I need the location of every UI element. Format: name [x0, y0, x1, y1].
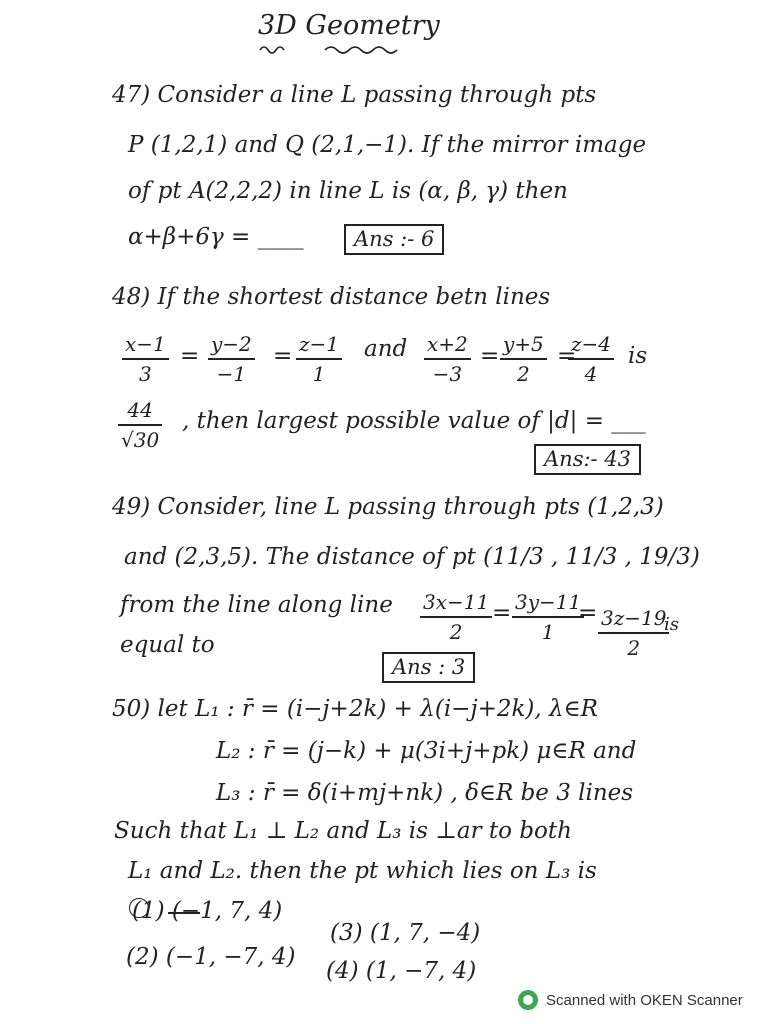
q48-equals-3: = — [480, 343, 500, 369]
title-underline — [255, 42, 435, 58]
q50-line-2: L₂ : r̄ = (j−k) + μ(3i+j+pk) μ∈R and — [216, 738, 637, 764]
q47-line-3: of pt A(2,2,2) in line L is (α, β, γ) then — [128, 178, 568, 204]
q50-line-4: Such that L₁ ⊥ L₂ and L₃ is ⊥ar to both — [114, 818, 572, 844]
q49-fraction-3: 3z−19 2 — [598, 608, 669, 658]
q49-line-2: and (2,3,5). The distance of pt (11/3 , 11/3 , 19/3) — [124, 544, 700, 570]
q49-fraction-2: 3y−11 1 — [512, 592, 584, 642]
q48-and: and — [364, 336, 408, 362]
q47-line-4: α+β+6γ = ____ — [128, 224, 304, 250]
q49-line-4: equal to — [120, 632, 215, 658]
q50-line-5: L₁ and L₂. then the pt which lies on L₃ is — [128, 858, 597, 884]
q50-option-4: (4) (1, −7, 4) — [326, 958, 477, 984]
q48-equals-1: = — [180, 343, 200, 369]
q48-fraction-2: y−2 −1 — [208, 334, 255, 384]
q48-fraction-1: x−1 3 — [122, 334, 169, 384]
page-title: 3D Geometry — [258, 10, 440, 41]
q47-line-2: P (1,2,1) and Q (2,1,−1). If the mirror image — [128, 132, 647, 158]
q48-fraction-6: z−4 4 — [568, 334, 614, 384]
q48-equals-2: = — [273, 343, 293, 369]
q49-answer: Ans : 3 — [382, 652, 475, 683]
scanner-watermark-text: Scanned with OKEN Scanner — [546, 991, 743, 1009]
q49-equals-2: = — [578, 600, 598, 626]
q48-fraction-7: 44 √30 — [118, 400, 162, 450]
q48-answer: Ans:- 43 — [534, 444, 641, 475]
q48-fraction-4: x+2 −3 — [424, 334, 471, 384]
q48-is: is — [628, 343, 648, 369]
q49-line-1: 49) Consider, line L passing through pts (1,2,3) — [112, 494, 664, 520]
q49-line-3: from the line along line — [120, 592, 393, 618]
q50-option-3: (3) (1, 7, −4) — [330, 920, 481, 946]
q47-line-1: 47) Consider a line L passing through pts — [112, 82, 597, 108]
scanner-watermark — [518, 990, 743, 1010]
q49-is: is — [664, 614, 679, 635]
oken-logo-icon — [518, 990, 538, 1010]
q48-equals-4: = — [557, 343, 577, 369]
q50-option-2: (2) (−1, −7, 4) — [126, 944, 296, 970]
q48-line-3: , then largest possible value of |d| = ___ — [182, 408, 646, 434]
q50-line-1: 50) let L₁ : r̄ = (i−j+2k) + λ(i−j+2k), λ∈R — [112, 696, 598, 722]
q49-equals-1: = — [492, 600, 512, 626]
q50-option-1: (1) (−1, 7, 4) — [132, 898, 283, 924]
q49-fraction-1: 3x−11 2 — [420, 592, 492, 642]
q50-line-3: L₃ : r̄ = δ(i+mj+nk) , δ∈R be 3 lines — [216, 780, 634, 806]
option-1-strike — [168, 912, 200, 914]
q48-line-1: 48) If the shortest distance betn lines — [112, 284, 551, 310]
q48-fraction-3: z−1 1 — [296, 334, 342, 384]
q47-answer: Ans :- 6 — [344, 224, 444, 255]
q48-fraction-5: y+5 2 — [500, 334, 547, 384]
